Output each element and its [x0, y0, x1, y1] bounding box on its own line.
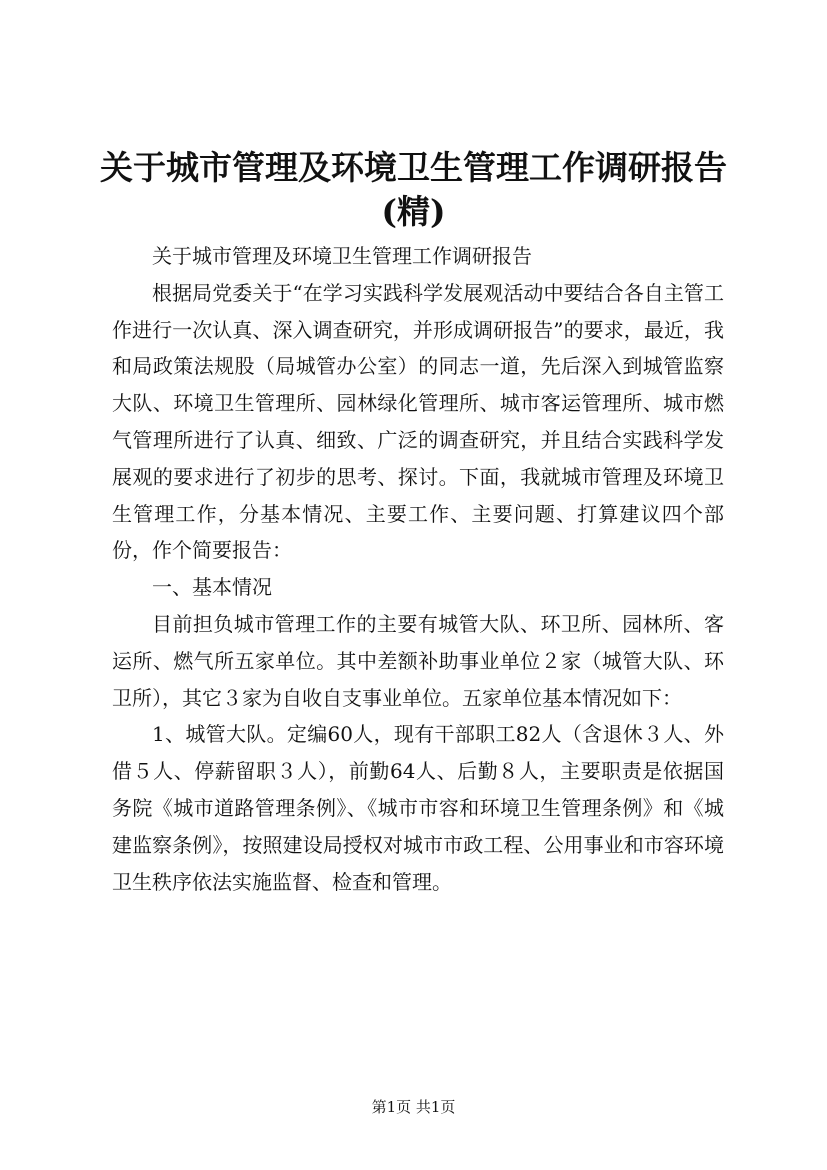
section-heading-basic-situation: 一、基本情况: [152, 575, 272, 600]
document-body: [112, 238, 724, 900]
page-footer: 第1页 共1页: [371, 1098, 456, 1116]
paragraph-urban-management-team: 1、城管大队。定编60人，现有干部职工82人（含退休３人、外借５人、停薪留职３人），前勤64人、后勤８人，主要职责是依据国务院《城市道路管理条例》、《城市市容和环境卫生管理条例》和《城建监察条例》，按照建设局授权对城市市政工程、公用事业和市容环境卫生秩序依法实施监督、检查和管理。: [112, 722, 724, 894]
paragraph-subtitle: 关于城市管理及环境卫生管理工作调研报告: [152, 244, 532, 268]
paragraph-intro: 根据局党委关于“在学习实践科学发展观活动中要结合各自主管工作进行一次认真、深入调查研究，并形成调研报告”的要求，最近，我和局政策法规股（局城管办公室）的同志一道，先后深入到城管监察大队、环境卫生管理所、园林绿化管理所、城市客运管理所、城市燃气管理所进行了认真、细致、广泛的调查研究，并且结合实践科学发展观的要求进行了初步的思考、探讨。下面，我就城市管理及环境卫生管理工作，分基本情况、主要工作、主要问题、打算建议四个部份，作个简要报告：: [112, 280, 724, 563]
document-title-line2: (精): [381, 192, 446, 231]
document-title-line1: 关于城市管理及环境卫生管理工作调研报告: [100, 148, 727, 187]
paragraph-units-overview: 目前担负城市管理工作的主要有城管大队、环卫所、园林所、客运所、燃气所五家单位。其中差额补助事业单位２家（城管大队、环卫所），其它３家为自收自支事业单位。五家单位基本情况如下：: [112, 611, 724, 710]
